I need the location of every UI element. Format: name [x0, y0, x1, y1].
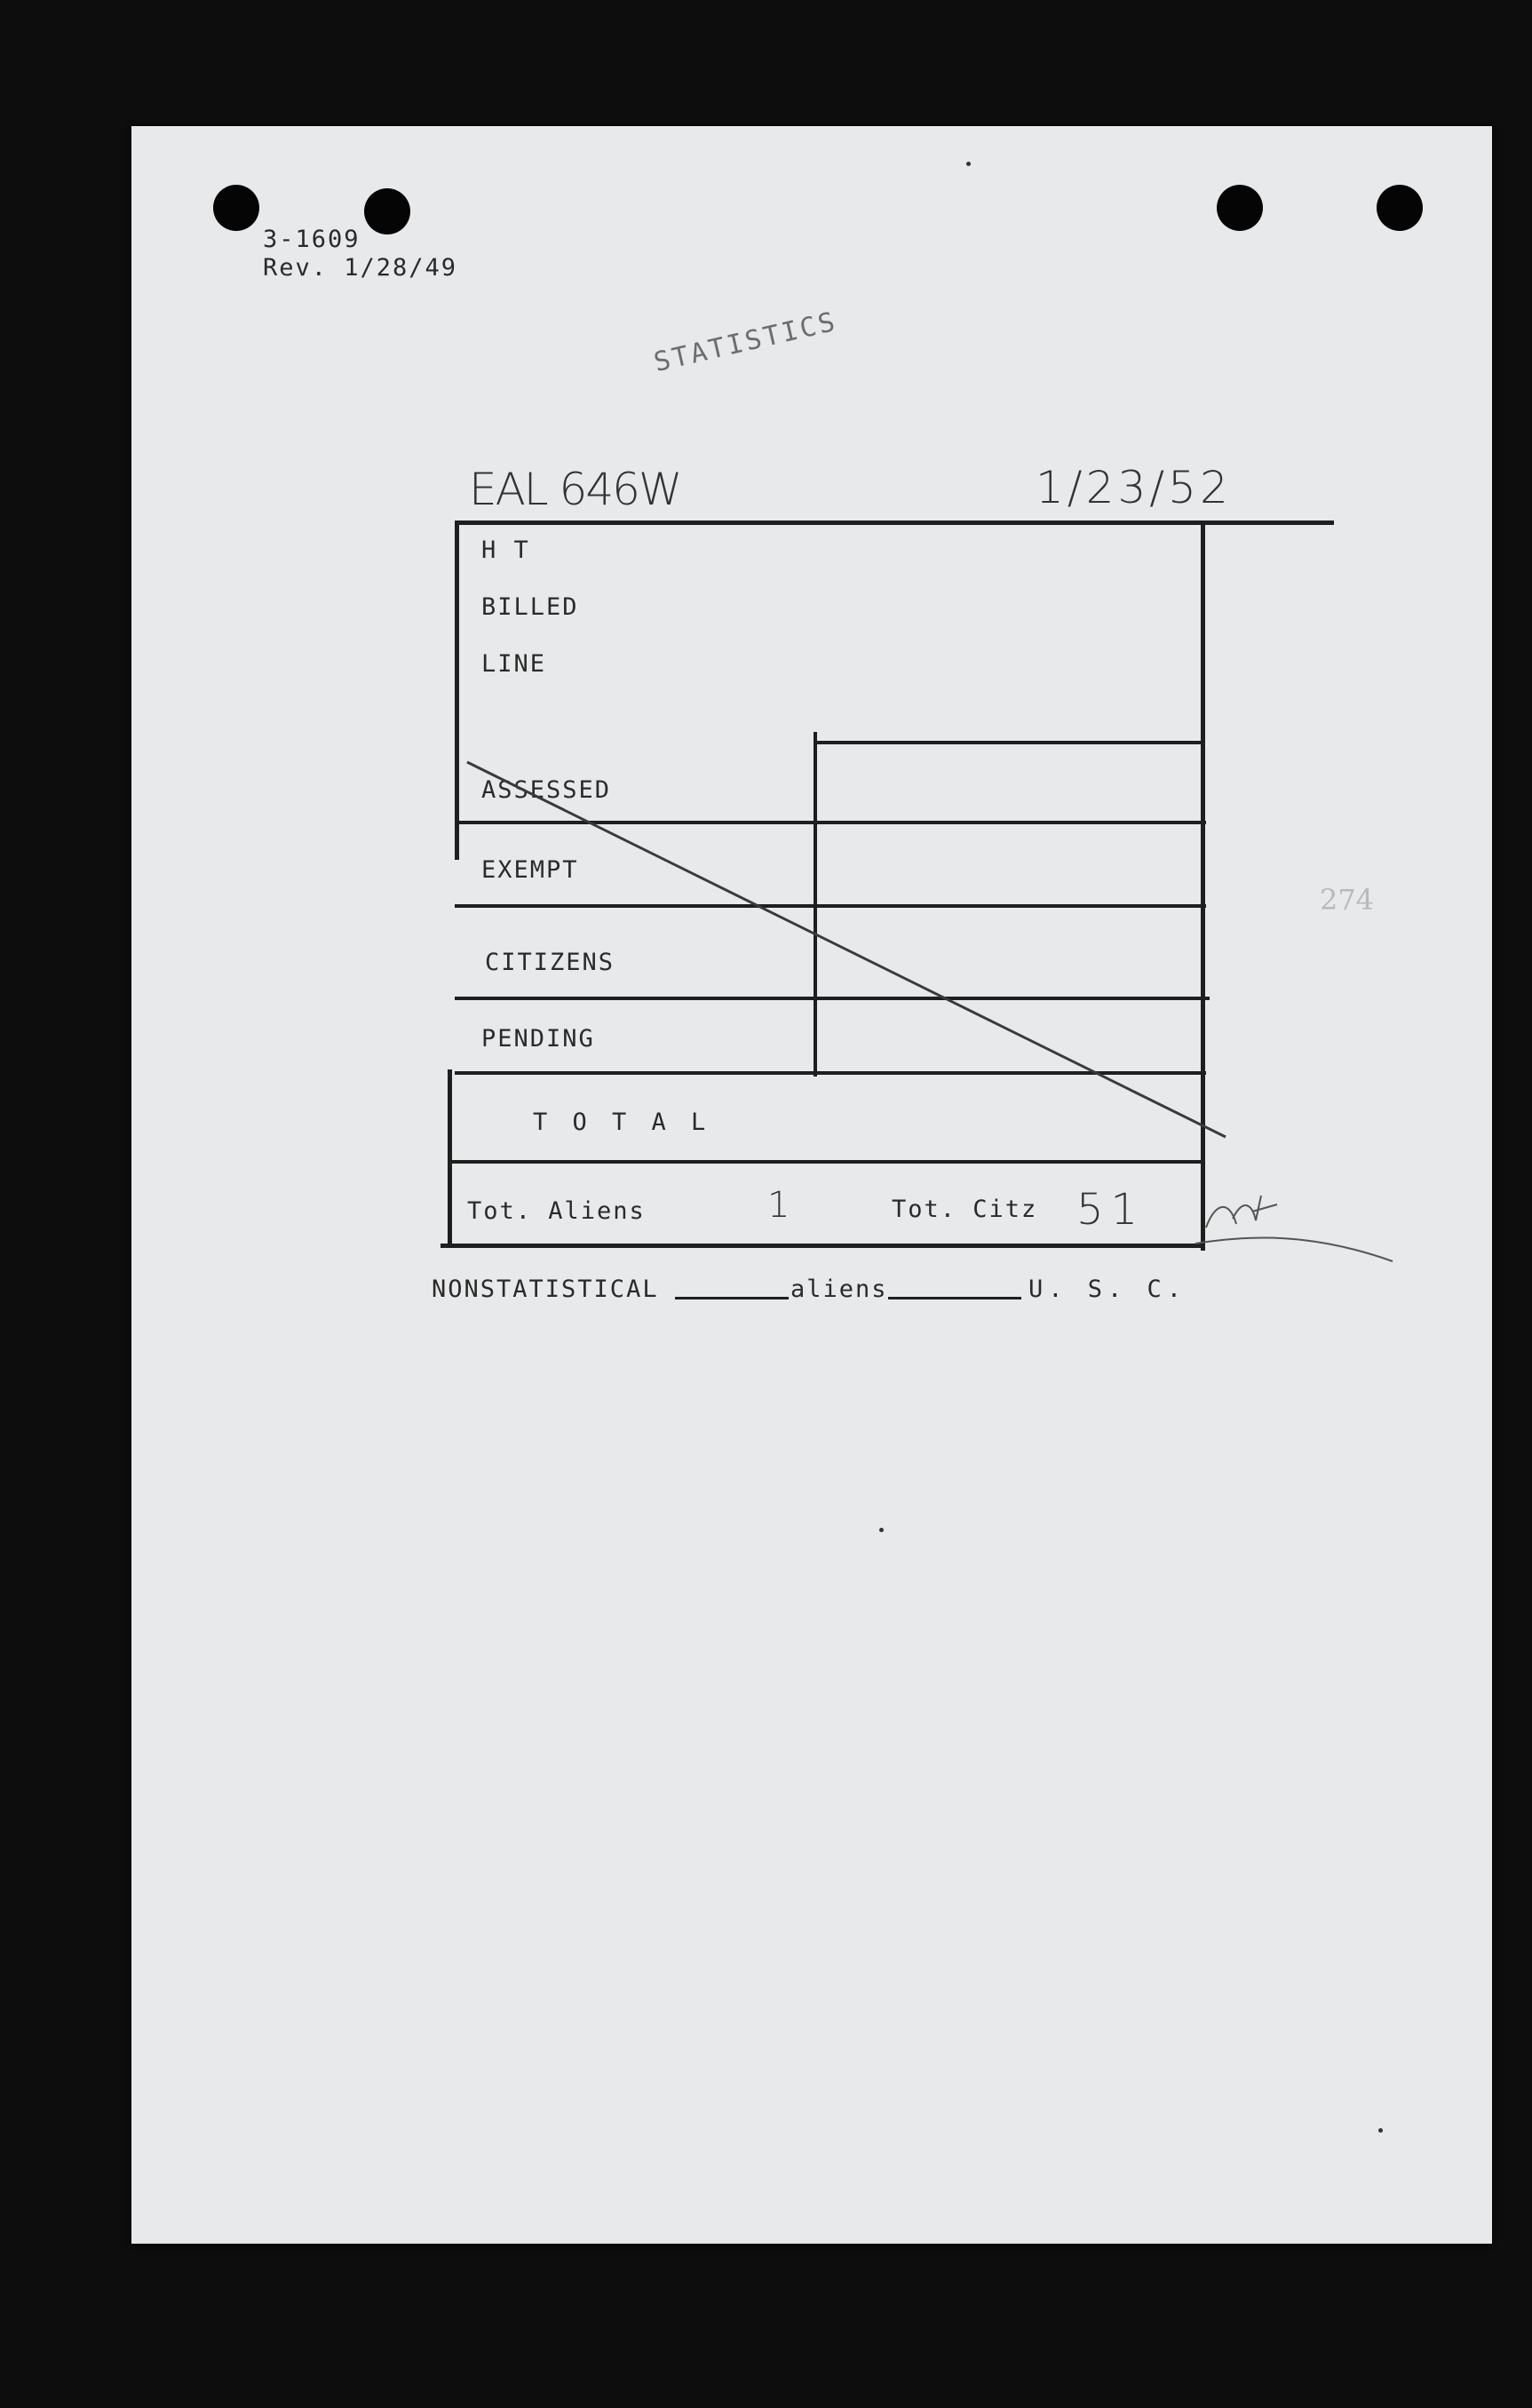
- paper-speck: [966, 162, 971, 166]
- total-citizens-value: 51: [1076, 1185, 1146, 1235]
- vessel-code: EAL 646W: [469, 464, 681, 515]
- strike-line: [467, 762, 1226, 1137]
- nonstatistical-label: NONSTATISTICAL: [432, 1276, 659, 1303]
- category-citizens: CITIZENS: [485, 949, 615, 976]
- paper-speck: [879, 1528, 884, 1532]
- total-aliens-label: Tot. Aliens: [467, 1197, 646, 1225]
- form-revision: Rev. 1/28/49: [263, 254, 458, 282]
- initials-mark: [1195, 1196, 1393, 1261]
- header-row-line: LINE: [481, 650, 547, 678]
- manifest-date: 1/23/52: [1036, 462, 1232, 513]
- category-pending: PENDING: [481, 1025, 595, 1053]
- total-label: T O T A L: [533, 1109, 711, 1136]
- total-citizens-label: Tot. Citz: [892, 1196, 1038, 1223]
- form-number: 3-1609: [263, 226, 361, 253]
- header-row-billed: BILLED: [481, 593, 579, 621]
- pencil-marks: [131, 126, 1492, 2244]
- total-aliens-value: 1: [767, 1185, 790, 1226]
- nonstatistical-aliens-label: aliens: [790, 1276, 888, 1303]
- category-assessed: ASSESSED: [481, 776, 612, 804]
- header-row-ht: H T: [481, 536, 530, 564]
- statistics-stamp: STATISTICS: [651, 306, 841, 379]
- paper-speck: [1378, 2128, 1383, 2133]
- document-page: [131, 126, 1492, 2244]
- page-number: 274: [1320, 883, 1375, 917]
- nonstatistical-usc-label: U. S. C.: [1028, 1276, 1187, 1303]
- category-exempt: EXEMPT: [481, 856, 579, 884]
